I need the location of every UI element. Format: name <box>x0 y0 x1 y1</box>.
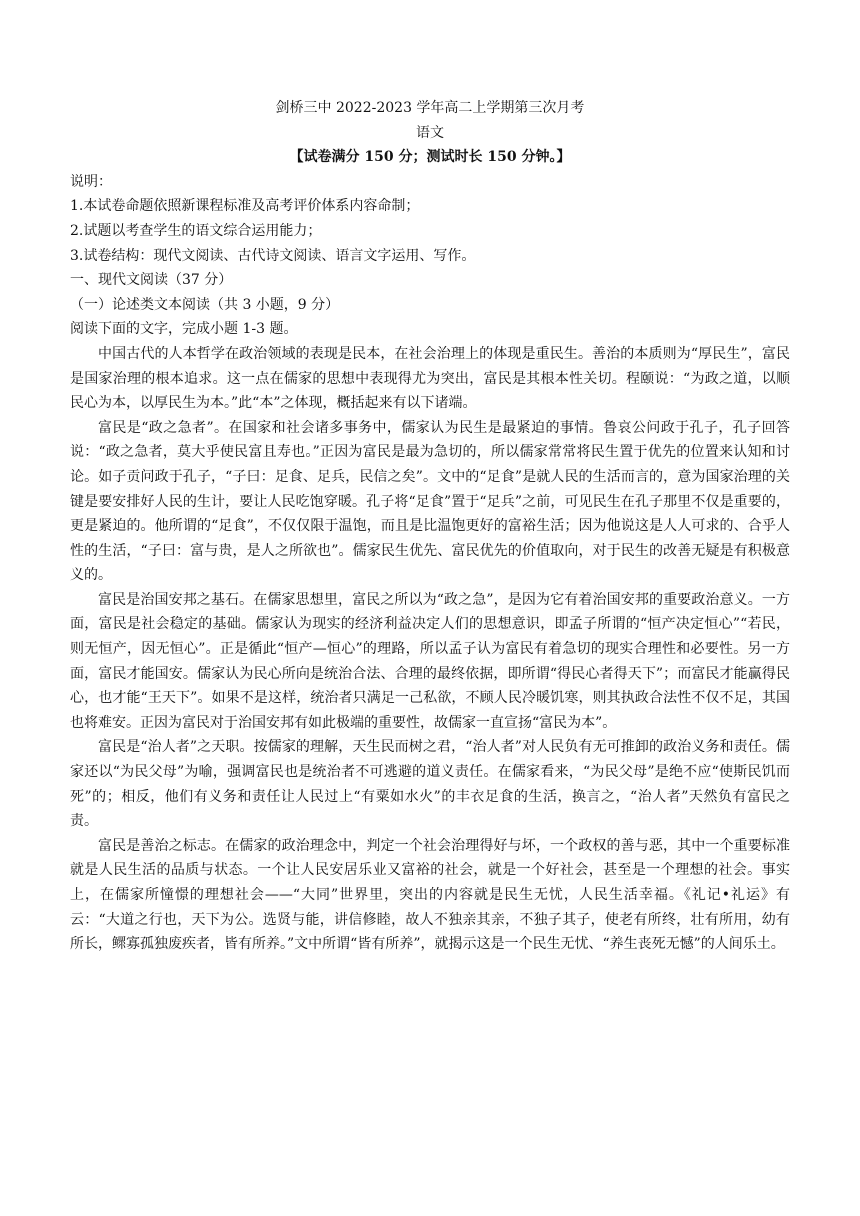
exam-subject: 语文 <box>416 124 444 141</box>
instruction-item-2: 2.试题以考查学生的语文综合运用能力； <box>70 222 322 239</box>
instruction-item-1: 1.本试卷命题依照新课程标准及高考评价体系内容命制； <box>70 198 420 215</box>
exam-title: 剑桥三中 2022-2023 学年高二上学期第三次月考 <box>275 100 585 116</box>
reading-prompt: 阅读下面的文字，完成小题 1-3 题。 <box>70 321 298 338</box>
passage-paragraph-5: 富民是善治之标志。在儒家的政治理念中，判定一个社会治理得好与坏，一个政权的善与恶，其中一个重要标准就是人民生活的品质与状态。一个让人民安居乐业又富裕的社会，就是一个好社会，甚至是一个理想的社会。事实上，在儒家所憧憬的理想社会——“大同”世界里，突出的内容就是民生无忧，人民生活幸福。《礼记•礼运》有云：“大道之行也，天下为公。选贤与能，讲信修睦，故人不独亲其亲，不独子其子，使老有所终，壮有所用，幼有所长，鳏寡孤独废疾者，皆有所养。”文中所谓“皆有所养”，就揭示这是一个民生无忧、“养生丧死无憾”的人间乐土。 <box>70 837 790 953</box>
passage-paragraph-4: 富民是“治人者”之天职。按儒家的理解，天生民而树之君，“治人者”对人民负有无可推卸的政治义务和责任。儒家还以“为民父母”为喻，强调富民也是统治者不可逃避的道义责任。在儒家看来，“为民父母”是绝不应“使斯民饥而死”的；相反，他们有义务和责任让人民过上“有粟如水火”的丰衣足食的生活，换言之，“治人者”天然负有富民之责。 <box>70 739 790 830</box>
document-content <box>70 96 790 957</box>
passage-paragraph-2: 富民是“政之急者”。在国家和社会诸多事务中，儒家认为民生是最紧迫的事情。鲁哀公问政于孔子，孔子回答说：“政之急者，莫大乎使民富且寿也。”正因为富民是最为急切的，所以儒家常常将民生置于优先的位置来认知和讨论。如子贡问政于孔子，“子曰：足食、足兵，民信之矣”。文中的“足食”是就人民的生活而言的，意为国家治理的关键是要安排好人民的生计，要让人民吃饱穿暖。孔子将“足食”置于“足兵”之前，可见民生在孔子那里不仅是重要的，更是紧迫的。他所谓的“足食”，不仅仅限于温饱，而且是比温饱更好的富裕生活；因为他说这是人人可求的、合乎人性的生活，“子曰：富与贵，是人之所欲也”。儒家民生优先、富民优先的价值取向，对于民生的改善无疑是有积极意义的。 <box>70 419 790 584</box>
passage-paragraph-1: 中国古代的人本哲学在政治领域的表现是民本，在社会治理上的体现是重民生。善治的本质则为“厚民生”，富民是国家治理的根本追求。这一点在儒家的思想中表现得尤为突出，富民是其根本性关切。程颐说：“为政之道，以顺民心为本，以厚民生为本。”此“本”之体现，概括起来有以下诸端。 <box>70 345 790 412</box>
passage-paragraph-3: 富民是治国安邦之基石。在儒家思想里，富民之所以为“政之急”，是因为它有着治国安邦的重要政治意义。一方面，富民是社会稳定的基础。儒家认为现实的经济利益决定人们的思想意识，即孟子所谓的“恒产决定恒心”“若民，则无恒产，因无恒心”。正是循此“恒产—恒心”的理路，所以孟子认为富民有着急切的现实合理性和必要性。另一方面，富民才能国安。儒家认为民心所向是统治合法、合理的最终依据，即所谓“得民心者得天下”；而富民才能赢得民心，也才能“王天下”。如果不是这样，统治者只满足一己私欲，不顾人民冷暖饥寒，则其执政合法性不仅不足，其国也将难安。正因为富民对于治国安邦有如此极端的重要性，故儒家一直宣扬“富民为本”。 <box>70 591 790 731</box>
section-subheading: （一）论述类文本阅读（共 3 小题，9 分） <box>70 296 340 313</box>
instructions-label: 说明： <box>70 173 112 190</box>
instruction-item-3: 3.试卷结构：现代文阅读、古代诗文阅读、语言文字运用、写作。 <box>70 247 476 264</box>
exam-info: 【试卷满分 150 分；测试时长 150 分钟。】 <box>289 149 571 166</box>
section-heading: 一、现代文阅读（37 分） <box>70 272 233 289</box>
